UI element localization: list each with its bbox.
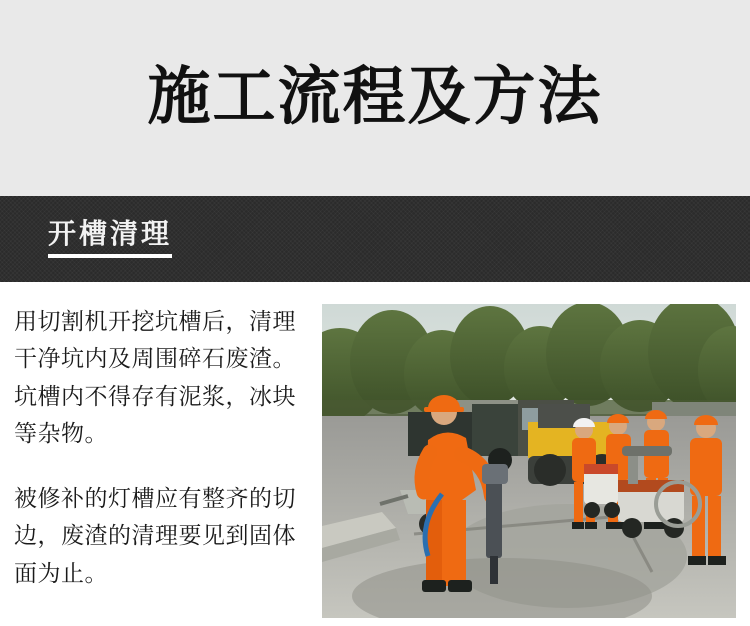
construction-photo (322, 304, 736, 618)
paragraph-1: 用切割机开挖坑槽后，清理干净坑内及周围碎石废渣。坑槽内不得存有泥浆，冰块等杂物。 (14, 309, 296, 447)
header-banner (0, 0, 750, 196)
section-title: 开槽清理 (48, 220, 172, 258)
page-title: 施工流程及方法 (147, 59, 603, 133)
text-column (14, 304, 314, 593)
section-header-strip (0, 196, 750, 282)
section-header-inner (48, 217, 173, 258)
photo-illustration (322, 304, 736, 618)
content-area (0, 282, 750, 626)
paragraph-2: 被修补的灯槽应有整齐的切边，废渣的清理要见到固体面为止。 (14, 486, 296, 587)
